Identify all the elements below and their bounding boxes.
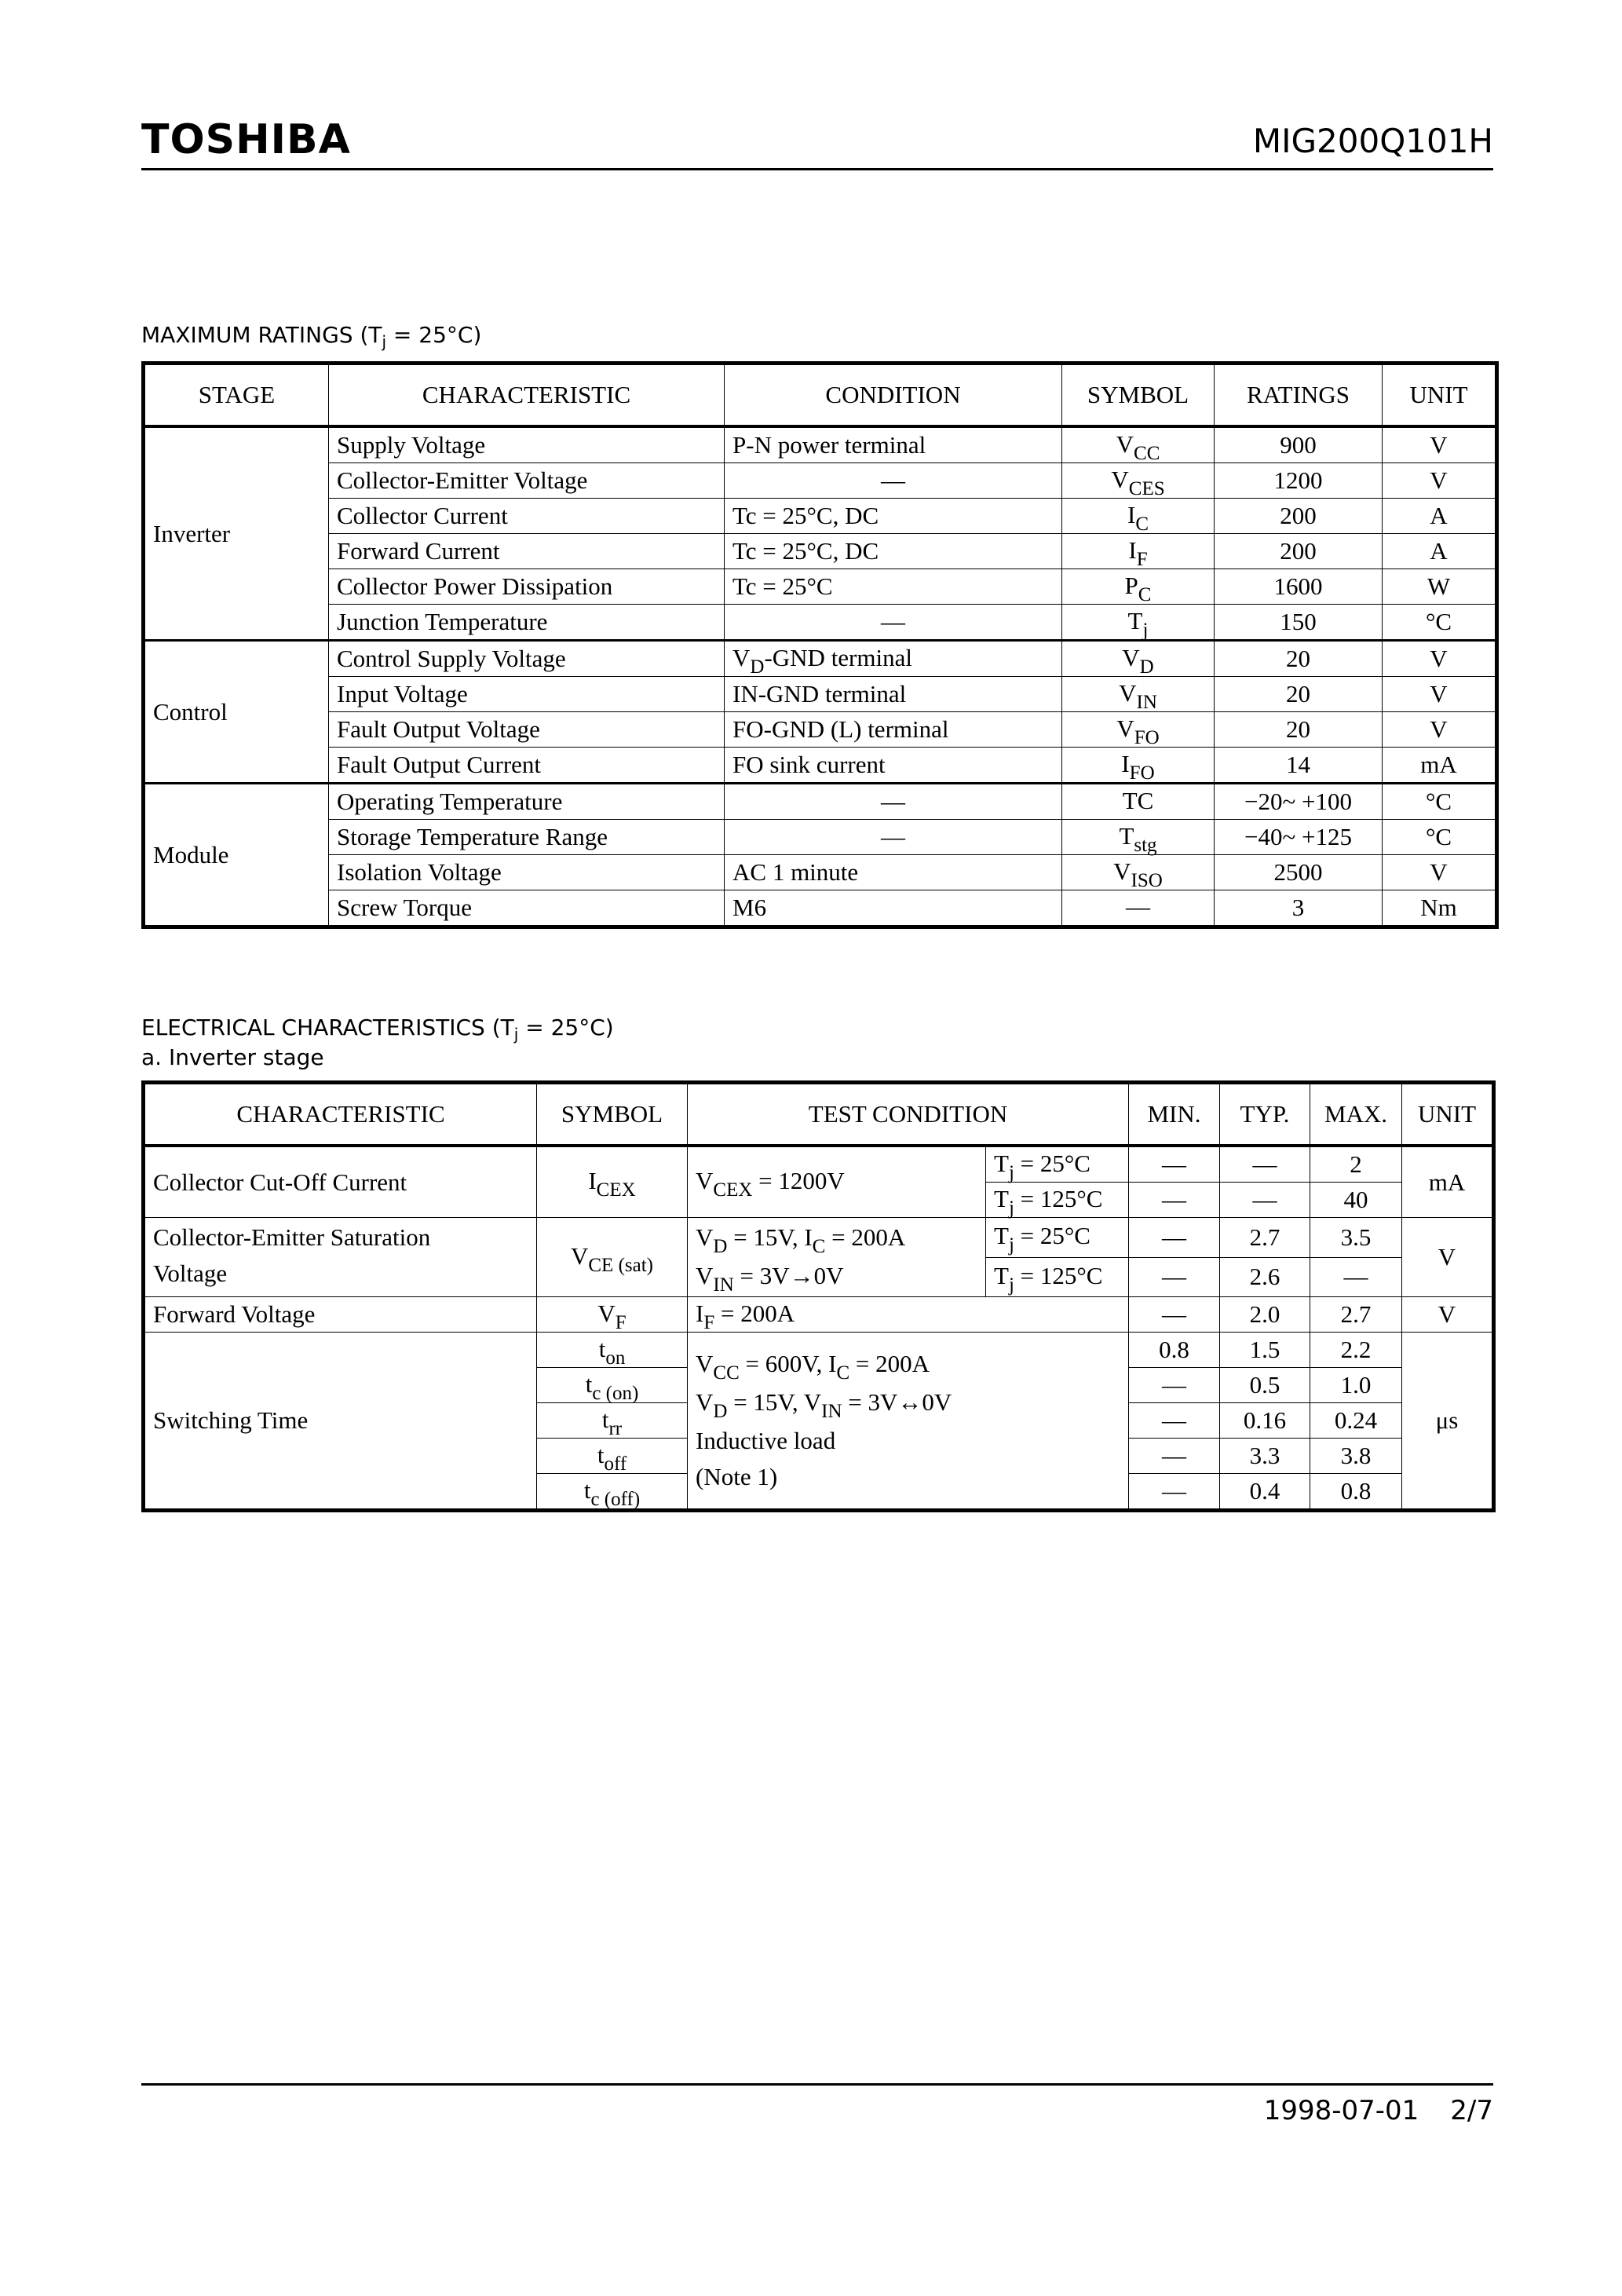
- max-cell: 2.7: [1310, 1297, 1402, 1333]
- unit-cell: A: [1383, 534, 1497, 569]
- column-header: UNIT: [1383, 364, 1497, 427]
- condition-cell: $V_{CC} = 600V$, $I_C = 200A$ $V_D = 15V$, $V_{IN}$ = 3V↔0V Inductive load (Note 1): [688, 1333, 1129, 1511]
- condition-cell: Tc = 25°C, DC: [725, 534, 1062, 569]
- table-row: [144, 463, 1497, 499]
- electrical-subcaption: a. Inverter stage: [141, 1044, 324, 1070]
- characteristic-cell: Collector-Emitter Voltage: [329, 463, 725, 499]
- max-cell: 1.0: [1310, 1368, 1402, 1403]
- symbol-cell: $V_{IN}$: [1062, 677, 1215, 712]
- typ-cell: —: [1220, 1146, 1310, 1183]
- min-cell: —: [1129, 1218, 1220, 1258]
- typ-cell: 0.4: [1220, 1474, 1310, 1511]
- page-footer: [141, 2083, 1493, 2126]
- table-header-row: [144, 364, 1497, 427]
- rating-cell: 900: [1215, 426, 1383, 463]
- symbol-cell: $V_{CE (sat)}$: [537, 1218, 688, 1297]
- condition-cell: $V_D$-GND terminal: [725, 641, 1062, 677]
- table-row: [144, 605, 1497, 641]
- characteristic-cell: Forward Current: [329, 534, 725, 569]
- tj-cell: $T_j = 25^\circ C$: [986, 1218, 1129, 1258]
- tj-cell: $T_j = 25^\circ C$: [986, 1146, 1129, 1183]
- table-row: [144, 712, 1497, 748]
- unit-cell: °C: [1383, 784, 1497, 820]
- column-header: SYMBOL: [1062, 364, 1215, 427]
- unit-cell: mA: [1402, 1146, 1494, 1218]
- column-header: MIN.: [1129, 1083, 1220, 1146]
- unit-cell: V: [1383, 712, 1497, 748]
- max-cell: 3.8: [1310, 1439, 1402, 1474]
- max-ratings-caption: MAXIMUM RATINGS $(T_j = 25^\circ C)$: [141, 322, 482, 351]
- symbol-cell: $t_{on}$: [537, 1333, 688, 1368]
- symbol-cell: $I_{CEX}$: [537, 1146, 688, 1218]
- table-row: [144, 890, 1497, 927]
- condition-cell: —: [725, 463, 1062, 499]
- column-header: RATINGS: [1215, 364, 1383, 427]
- characteristic-cell: Supply Voltage: [329, 426, 725, 463]
- typ-cell: 2.7: [1220, 1218, 1310, 1258]
- typ-cell: 3.3: [1220, 1439, 1310, 1474]
- tj-cell: $T_j = 125^\circ C$: [986, 1183, 1129, 1218]
- electrical-characteristics-table: [141, 1080, 1496, 1512]
- condition-cell: FO sink current: [725, 748, 1062, 784]
- symbol-cell: $t_{c (off)}$: [537, 1474, 688, 1511]
- page-number: 2/7: [1450, 2095, 1493, 2126]
- unit-cell: mA: [1383, 748, 1497, 784]
- symbol-cell: $V_{FO}$: [1062, 712, 1215, 748]
- characteristic-cell: Collector Power Dissipation: [329, 569, 725, 605]
- unit-cell: °C: [1383, 820, 1497, 855]
- condition-cell: Tc = 25°C: [725, 569, 1062, 605]
- rating-cell: 200: [1215, 499, 1383, 534]
- unit-cell: W: [1383, 569, 1497, 605]
- min-cell: —: [1129, 1403, 1220, 1439]
- condition-cell: AC 1 minute: [725, 855, 1062, 890]
- characteristic-cell: Operating Temperature: [329, 784, 725, 820]
- tj-cell: $T_j = 125^\circ C$: [986, 1257, 1129, 1297]
- max-ratings-table: [141, 361, 1499, 929]
- typ-cell: 1.5: [1220, 1333, 1310, 1368]
- symbol-cell: $V_{CC}$: [1062, 426, 1215, 463]
- rating-cell: −20~ +100: [1215, 784, 1383, 820]
- unit-cell: V: [1383, 641, 1497, 677]
- unit-cell: V: [1383, 677, 1497, 712]
- symbol-cell: $t_{c (on)}$: [537, 1368, 688, 1403]
- condition-cell: —: [725, 784, 1062, 820]
- column-header: TYP.: [1220, 1083, 1310, 1146]
- symbol-cell: $I_{FO}$: [1062, 748, 1215, 784]
- condition-cell: M6: [725, 890, 1062, 927]
- characteristic-cell: Screw Torque: [329, 890, 725, 927]
- min-cell: —: [1129, 1146, 1220, 1183]
- condition-cell: $I_F = 200A$: [688, 1297, 1129, 1333]
- typ-cell: 2.6: [1220, 1257, 1310, 1297]
- unit-cell: °C: [1383, 605, 1497, 641]
- symbol-cell: $T_j$: [1062, 605, 1215, 641]
- condition-cell: $V_{CEX} = 1200V$: [688, 1146, 986, 1218]
- symbol-cell: $V_F$: [537, 1297, 688, 1333]
- rating-cell: 1600: [1215, 569, 1383, 605]
- min-cell: —: [1129, 1439, 1220, 1474]
- max-cell: 2.2: [1310, 1333, 1402, 1368]
- condition-cell: Tc = 25°C, DC: [725, 499, 1062, 534]
- stage-cell: Inverter: [144, 426, 329, 641]
- unit-cell: A: [1383, 499, 1497, 534]
- max-cell: 40: [1310, 1183, 1402, 1218]
- column-header: CHARACTERISTIC: [144, 1083, 537, 1146]
- characteristic-cell: Fault Output Current: [329, 748, 725, 784]
- stage-cell: Module: [144, 784, 329, 927]
- unit-cell: V: [1402, 1297, 1494, 1333]
- condition-cell: —: [725, 820, 1062, 855]
- unit-cell: V: [1383, 426, 1497, 463]
- max-cell: 0.8: [1310, 1474, 1402, 1511]
- unit-cell: μs: [1402, 1333, 1494, 1511]
- column-header: STAGE: [144, 364, 329, 427]
- characteristic-cell: Junction Temperature: [329, 605, 725, 641]
- characteristic-cell: Storage Temperature Range: [329, 820, 725, 855]
- typ-cell: —: [1220, 1183, 1310, 1218]
- rating-cell: 2500: [1215, 855, 1383, 890]
- characteristic-cell: Control Supply Voltage: [329, 641, 725, 677]
- table-row: [144, 1333, 1494, 1368]
- symbol-cell: $I_F$: [1062, 534, 1215, 569]
- condition-cell: IN-GND terminal: [725, 677, 1062, 712]
- table-row: [144, 534, 1497, 569]
- column-header: UNIT: [1402, 1083, 1494, 1146]
- table-header-row: [144, 1083, 1494, 1146]
- table-row: [144, 1218, 1494, 1258]
- symbol-cell: $V_D$: [1062, 641, 1215, 677]
- rating-cell: 20: [1215, 712, 1383, 748]
- min-cell: —: [1129, 1297, 1220, 1333]
- symbol-cell: —: [1062, 890, 1215, 927]
- min-cell: —: [1129, 1257, 1220, 1297]
- condition-cell: FO-GND (L) terminal: [725, 712, 1062, 748]
- characteristic-cell: Switching Time: [144, 1333, 537, 1511]
- rating-cell: −40~ +125: [1215, 820, 1383, 855]
- unit-cell: V: [1402, 1218, 1494, 1297]
- symbol-cell: $V_{CES}$: [1062, 463, 1215, 499]
- characteristic-cell: Collector-Emitter Saturation Voltage: [144, 1218, 537, 1297]
- symbol-cell: $V_{ISO}$: [1062, 855, 1215, 890]
- max-cell: 2: [1310, 1146, 1402, 1183]
- min-cell: —: [1129, 1183, 1220, 1218]
- unit-cell: Nm: [1383, 890, 1497, 927]
- rating-cell: 200: [1215, 534, 1383, 569]
- symbol-cell: $t_{off}$: [537, 1439, 688, 1474]
- column-header: TEST CONDITION: [688, 1083, 1129, 1146]
- max-cell: 3.5: [1310, 1218, 1402, 1258]
- part-number: MIG200Q101H: [1252, 122, 1493, 160]
- symbol-cell: $I_C$: [1062, 499, 1215, 534]
- typ-cell: 2.0: [1220, 1297, 1310, 1333]
- table-row: [144, 820, 1497, 855]
- characteristic-cell: Input Voltage: [329, 677, 725, 712]
- rating-cell: 1200: [1215, 463, 1383, 499]
- table-row: [144, 499, 1497, 534]
- symbol-cell: TC: [1062, 784, 1215, 820]
- table-row: [144, 855, 1497, 890]
- stage-cell: Control: [144, 641, 329, 784]
- typ-cell: 0.16: [1220, 1403, 1310, 1439]
- min-cell: 0.8: [1129, 1333, 1220, 1368]
- column-header: SYMBOL: [537, 1083, 688, 1146]
- rating-cell: 20: [1215, 641, 1383, 677]
- characteristic-cell: Collector Cut-Off Current: [144, 1146, 537, 1218]
- min-cell: —: [1129, 1474, 1220, 1511]
- symbol-cell: $P_C$: [1062, 569, 1215, 605]
- rating-cell: 20: [1215, 677, 1383, 712]
- unit-cell: V: [1383, 463, 1497, 499]
- electrical-caption: ELECTRICAL CHARACTERISTICS $(T_j = 25^\circ C)$: [141, 1015, 614, 1044]
- rating-cell: 3: [1215, 890, 1383, 927]
- min-cell: —: [1129, 1368, 1220, 1403]
- footer-text: [1264, 2095, 1493, 2126]
- table-row: [144, 748, 1497, 784]
- condition-cell: $V_D = 15V$, $I_C = 200A$ $V_{IN} = 3V\to 0V$: [688, 1218, 986, 1297]
- rating-cell: 14: [1215, 748, 1383, 784]
- unit-cell: V: [1383, 855, 1497, 890]
- typ-cell: 0.5: [1220, 1368, 1310, 1403]
- table-row: [144, 677, 1497, 712]
- table-row: [144, 569, 1497, 605]
- characteristic-cell: Collector Current: [329, 499, 725, 534]
- max-cell: —: [1310, 1257, 1402, 1297]
- rating-cell: 150: [1215, 605, 1383, 641]
- condition-cell: —: [725, 605, 1062, 641]
- table-row: [144, 784, 1497, 820]
- footer-date: 1998-07-01: [1263, 2095, 1419, 2126]
- characteristic-cell: Isolation Voltage: [329, 855, 725, 890]
- characteristic-cell: Forward Voltage: [144, 1297, 537, 1333]
- column-header: MAX.: [1310, 1083, 1402, 1146]
- column-header: CHARACTERISTIC: [329, 364, 725, 427]
- symbol-cell: $T_{stg}$: [1062, 820, 1215, 855]
- table-row: [144, 1146, 1494, 1183]
- table-row: [144, 641, 1497, 677]
- max-cell: 0.24: [1310, 1403, 1402, 1439]
- column-header: CONDITION: [725, 364, 1062, 427]
- condition-cell: P-N power terminal: [725, 426, 1062, 463]
- table-row: [144, 426, 1497, 463]
- brand-logo: TOSHIBA: [141, 116, 351, 163]
- characteristic-cell: Fault Output Voltage: [329, 712, 725, 748]
- symbol-cell: $t_{rr}$: [537, 1403, 688, 1439]
- page-header: [141, 118, 1493, 170]
- table-row: [144, 1297, 1494, 1333]
